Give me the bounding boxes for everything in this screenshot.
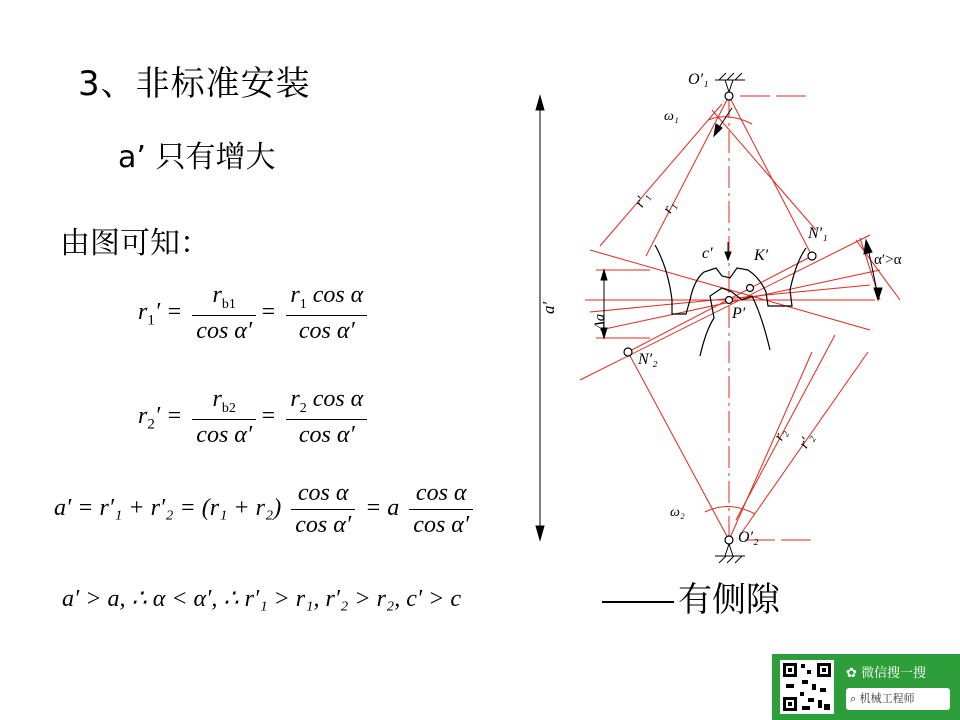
label-k: K′ bbox=[754, 247, 769, 264]
point-n2 bbox=[624, 348, 632, 356]
key-points bbox=[624, 92, 816, 544]
slide-title: 3、非标准安装 bbox=[78, 64, 311, 104]
label-omega2: ω₂ bbox=[670, 505, 685, 520]
label-omega1: ω₁ bbox=[664, 109, 679, 124]
label-r1: r₁ bbox=[659, 198, 680, 217]
label-n1: N′₁ bbox=[808, 225, 828, 242]
wechat-search-label: ✿ 微信搜一搜 bbox=[846, 666, 927, 681]
formula-r1: $r_1'$ = $\frac{r_{b1}}{\text{cos α′}}$ = $\frac{r_1 \cos \alpha}{\text{cos α′}}$ bbox=[138, 282, 371, 345]
label-r2-prime: r′₂ bbox=[796, 430, 818, 452]
wechat-search-badge[interactable] bbox=[772, 654, 960, 720]
formula-center-distance: a′ = r′₁ + r′₂ = (r₁ + r₂) $\frac{\text{cos α}}{\text{cos α′}}$ = a $\frac{\text{cos α}}{\text{cos α′}}$ bbox=[54, 480, 477, 539]
formula-r2: $r_2'$ = $\frac{r_{b2}}{\text{cos α′}}$ = $\frac{r_2 \cos \alpha}{\text{cos α′}}$ bbox=[138, 386, 371, 449]
backlash-note: 有侧隙 bbox=[602, 572, 780, 621]
label-delta-a: Δa bbox=[592, 313, 608, 330]
label-n2: N′₂ bbox=[638, 351, 658, 368]
formula-inequality: a′ > a, ∴ α < α′, ∴ r′₁ > r₁, r′₂ > r₂, c′ > c bbox=[62, 586, 461, 612]
label-r2: r₂ bbox=[771, 425, 791, 444]
search-icon: ⌕ bbox=[850, 692, 857, 705]
label-r1-prime: r′₁ bbox=[631, 189, 653, 211]
lead-text: 由图可知： bbox=[60, 226, 210, 261]
point-o1 bbox=[725, 92, 733, 100]
label-a-prime: a′ bbox=[539, 301, 558, 314]
wechat-icon: ✿ bbox=[846, 666, 857, 681]
label-o2: O′₂ bbox=[738, 529, 759, 546]
qr-code-icon bbox=[780, 660, 834, 714]
point-k bbox=[747, 285, 754, 292]
slide-subtitle: a’ 只有增大 bbox=[118, 140, 276, 175]
point-p bbox=[726, 297, 733, 304]
point-n1 bbox=[808, 252, 816, 260]
label-c: c′ bbox=[702, 245, 713, 262]
point-o2 bbox=[725, 536, 733, 544]
search-input[interactable]: ⌕ 机械工程师 bbox=[846, 688, 950, 710]
diagram-labels bbox=[539, 71, 902, 546]
label-o1: O′₁ bbox=[688, 71, 709, 88]
label-alpha: α′>α bbox=[874, 252, 902, 268]
label-p: P′ bbox=[732, 305, 746, 322]
